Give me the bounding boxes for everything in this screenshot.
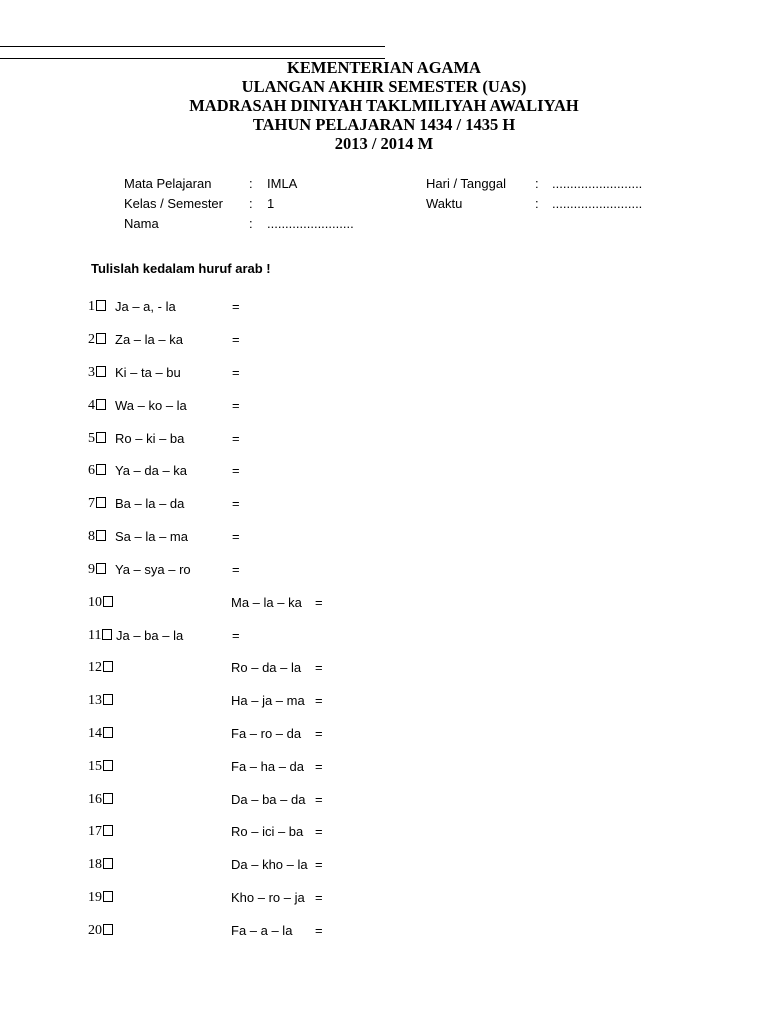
class-value: 1 [267,196,275,211]
syllables: Ja – a, - la [115,299,176,314]
question-number: 19 [88,889,113,907]
syllables: Za – la – ka [115,332,183,347]
question-number: 8 [88,528,106,546]
question-row [0,659,768,677]
syllables: Ya – da – ka [115,463,188,478]
syllables: Wa – ko – la [115,398,187,413]
question-number: 18 [88,856,113,874]
colon: : [535,176,539,191]
question-row [0,725,768,743]
equals-sign: = [315,693,323,708]
equals-sign: = [315,890,323,905]
question-row [0,331,768,349]
info-row-class [0,196,768,212]
syllables: Ki – ta – bu [115,365,181,380]
question-row [0,298,768,316]
question-number: 11 [88,627,112,645]
syllables: Kho – ro – ja [231,890,305,905]
syllables: Ma – la – ka [231,595,302,610]
question-number: 15 [88,758,113,776]
instruction-text: Tulislah kedalam huruf arab ! [91,261,271,276]
syllables: Fa – a – la [231,923,293,938]
question-row [0,758,768,776]
equals-sign: = [232,431,240,446]
equals-sign: = [315,759,323,774]
question-number: 7 [88,495,106,513]
question-number: 5 [88,430,106,448]
time-label: Waktu [426,196,463,211]
question-row [0,397,768,415]
question-row [0,627,768,645]
equals-sign: = [315,923,323,938]
equals-sign: = [232,365,240,380]
syllables: Ya – sya – ro [115,562,191,577]
info-row-subject [0,176,768,192]
question-row [0,528,768,546]
question-number: 17 [88,823,113,841]
question-number: 9 [88,561,106,579]
syllables: Ro – da – la [231,660,302,675]
colon: : [249,176,253,191]
syllables: Fa – ha – da [231,759,304,774]
equals-sign: = [315,660,323,675]
question-number: 12 [88,659,113,677]
colon: : [249,216,253,231]
date-label: Hari / Tanggal [426,176,506,191]
question-row [0,791,768,809]
syllables: Ha – ja – ma [231,693,305,708]
syllables: Ro – ki – ba [115,431,185,446]
equals-sign: = [232,628,240,643]
time-value: ......................... [552,196,643,211]
question-row [0,495,768,513]
equals-sign: = [315,824,323,839]
header-rule-top [0,46,385,47]
subject-label: Mata Pelajaran [124,176,212,191]
question-number: 4 [88,397,106,415]
equals-sign: = [315,857,323,872]
header-year-masehi: 2013 / 2014 M [334,134,434,153]
question-number: 14 [88,725,113,743]
syllables: Ja – ba – la [116,628,184,643]
question-row [0,823,768,841]
question-row [0,922,768,940]
header-exam-title: ULANGAN AKHIR SEMESTER (UAS) [241,77,527,96]
equals-sign: = [232,496,240,511]
document-header [0,58,768,153]
header-year-hijri: TAHUN PELAJARAN 1434 / 1435 H [252,115,516,134]
question-row [0,561,768,579]
equals-sign: = [315,595,323,610]
syllables: Da – ba – da [231,792,306,807]
equals-sign: = [232,332,240,347]
question-row [0,692,768,710]
header-ministry: KEMENTERIAN AGAMA [287,58,481,77]
equals-sign: = [232,398,240,413]
question-number: 2 [88,331,106,349]
subject-value: IMLA [267,176,298,191]
syllables: Fa – ro – da [231,726,302,741]
question-number: 3 [88,364,106,382]
colon: : [249,196,253,211]
syllables: Ro – ici – ba [231,824,304,839]
question-row [0,462,768,480]
question-row [0,856,768,874]
syllables: Da – kho – la [231,857,308,872]
syllables: Ba – la – da [115,496,185,511]
question-number: 13 [88,692,113,710]
syllables: Sa – la – ma [115,529,188,544]
header-school: MADRASAH DINIYAH TAKLMILIYAH AWALIYAH [189,96,579,115]
equals-sign: = [315,792,323,807]
question-row [0,594,768,612]
name-value: ........................ [267,216,354,231]
question-row [0,364,768,382]
question-number: 10 [88,594,113,612]
class-label: Kelas / Semester [124,196,223,211]
question-row [0,889,768,907]
question-number: 1 [88,298,106,316]
question-row [0,430,768,448]
question-number: 20 [88,922,113,940]
question-number: 6 [88,462,106,480]
colon: : [535,196,539,211]
question-number: 16 [88,791,113,809]
equals-sign: = [232,529,240,544]
equals-sign: = [315,726,323,741]
equals-sign: = [232,299,240,314]
equals-sign: = [232,463,240,478]
name-label: Nama [124,216,159,231]
date-value: ......................... [552,176,643,191]
info-row-name [0,216,768,232]
equals-sign: = [232,562,240,577]
